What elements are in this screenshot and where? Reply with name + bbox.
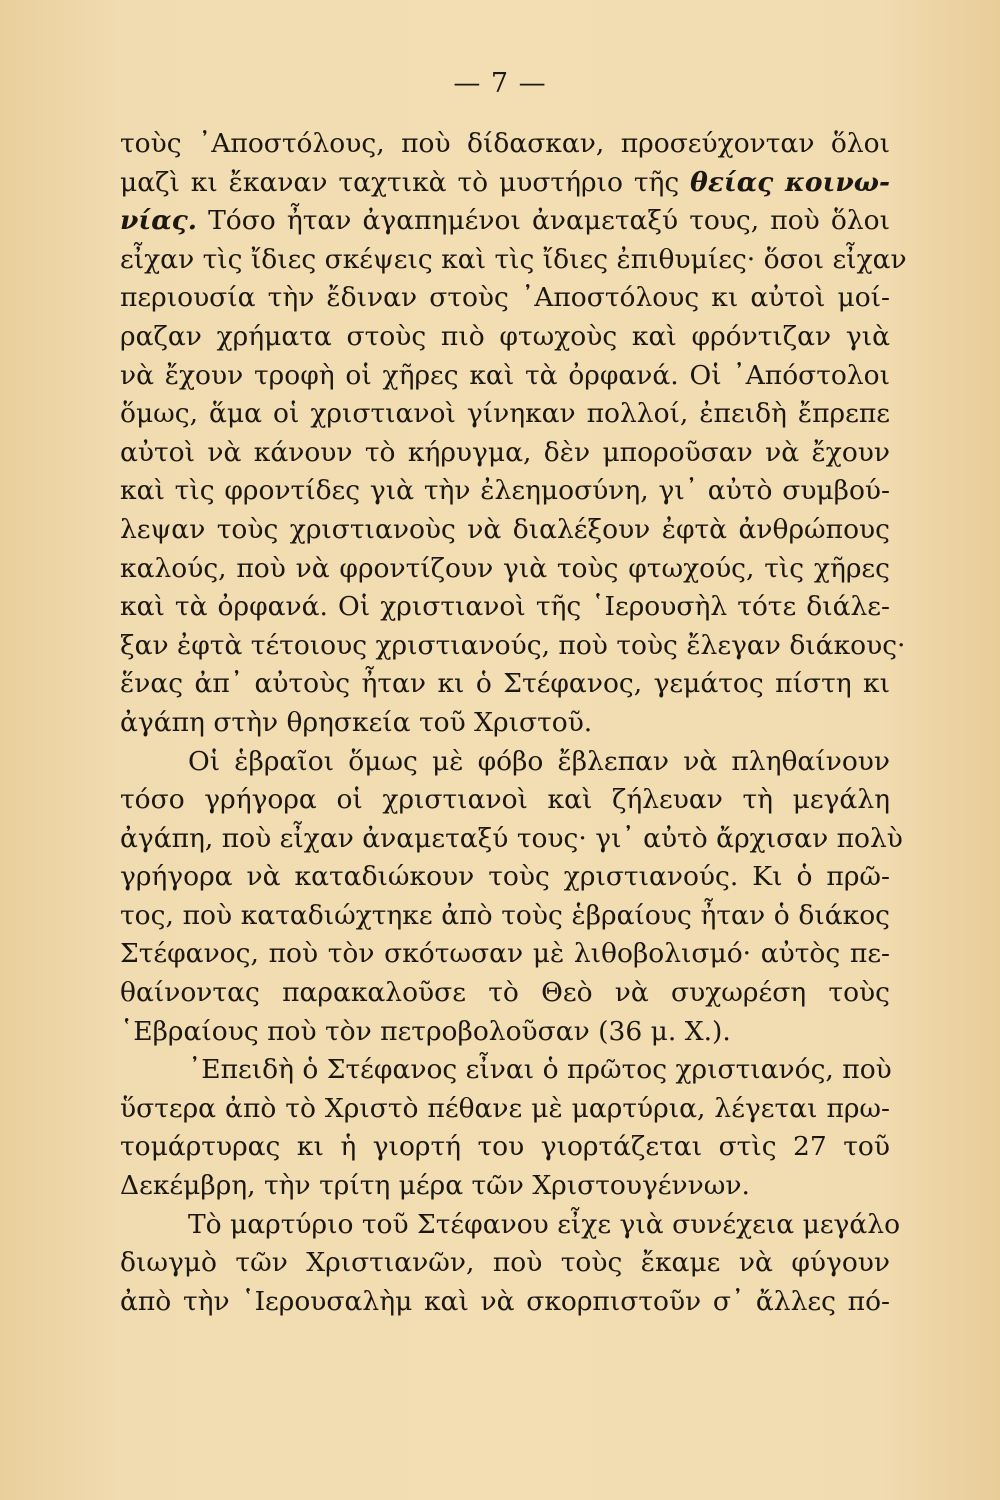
text-line: ξαν ἐφτὰ τέτοιους χριστιανούς, ποὺ τοὺς ἔλεγαν διάκους· — [120, 629, 906, 661]
text-line: τοὺς ᾿Αποστόλους, ποὺ δίδασκαν, προσεύχονταν ὅλοι — [120, 128, 890, 159]
emphasized-text: νίας. — [120, 205, 197, 237]
text-line: ἕνας ἀπ᾿ αὐτοὺς ἦταν κι ὁ Στέφανος, γεμάτος πίστη κι — [120, 668, 890, 700]
text-line: ῾Εβραίους ποὺ τὸν πετροβολοῦσαν (36 μ. Χ.). — [120, 1015, 731, 1047]
text-line: ᾿Επειδὴ ὁ Στέφανος εἶναι ὁ πρῶτος χριστιανός, ποὺ — [188, 1054, 892, 1086]
text-line: Οἱ ἑβραῖοι ὅμως μὲ φόβο ἔβλεπαν νὰ πληθαίνουν — [188, 745, 890, 777]
text-line: ἀπὸ τὴν ῾Ιερουσαλὴμ καὶ νὰ σκορπιστοῦν σ᾿ ἄλλες πό- — [120, 1285, 890, 1317]
text-line: καλούς, ποὺ νὰ φροντίζουν γιὰ τοὺς φτωχούς, τὶς χῆρες — [120, 552, 890, 584]
text-line: Δεκέμβρη, τὴν τρίτη μέρα τῶν Χριστουγέννων. — [120, 1170, 750, 1202]
text-line: εἶχαν τὶς ἴδιες σκέψεις καὶ τὶς ἴδιες ἐπιθυμίες· ὅσοι εἶχαν — [120, 243, 907, 275]
text-line: νίας. Τόσο ἦταν ἀγαπημένοι ἀναμεταξύ τους, ποὺ ὅλοι — [120, 205, 890, 237]
text-line: Στέφανος, ποὺ τὸν σκότωσαν μὲ λιθοβολισμό· αὐτὸς πε- — [120, 938, 890, 970]
text-line: λεψαν τοὺς χριστιανοὺς νὰ διαλέξουν ἐφτὰ ἀνθρώπους — [120, 513, 890, 545]
text-line: διωγμὸ τῶν Χριστιανῶν, ποὺ τοὺς ἔκαμε νὰ φύγουν — [120, 1247, 890, 1279]
text-line: ἀγάπη, ποὺ εἶχαν ἀναμεταξύ τους· γι᾿ αὐτὸ ἄρχισαν πολὺ — [120, 822, 903, 854]
text-line: τόσο γρήγορα οἱ χριστιανοὶ καὶ ζήλευαν τὴ μεγάλη — [120, 784, 890, 816]
text-line: ὅμως, ἅμα οἱ χριστιανοὶ γίνηκαν πολλοί, ἐπειδὴ ἔπρεπε — [120, 398, 890, 430]
text-line: ἀγάπη στὴν θρησκεία τοῦ Χριστοῦ. — [120, 706, 593, 738]
text-line: μαζὶ κι ἔκαναν ταχτικὰ τὸ μυστήριο τῆς θείας κοινω- — [120, 166, 890, 198]
text-line: καὶ τὶς φροντίδες γιὰ τὴν ἐλεημοσύνη, γι᾿ αὐτὸ συμβού- — [120, 475, 890, 507]
text-line: ραζαν χρήματα στοὺς πιὸ φτωχοὺς καὶ φρόντιζαν γιὰ — [120, 320, 890, 352]
text-line: περιουσία τὴν ἔδιναν στοὺς ᾿Αποστόλους κι αὐτοὶ μοί- — [120, 282, 890, 314]
emphasized-text: θείας κοινω- — [690, 166, 890, 198]
text-line: γρήγορα νὰ καταδιώκουν τοὺς χριστιανούς. Κι ὁ πρῶ- — [120, 861, 890, 893]
text-line: καὶ τὰ ὀρφανά. Οἱ χριστιανοὶ τῆς ῾Ιερουσὴλ τότε διάλε- — [120, 591, 890, 623]
text-line: νὰ ἔχουν τροφὴ οἱ χῆρες καὶ τὰ ὀρφανά. Οἱ ᾿Απόστολοι — [120, 359, 890, 391]
text-line: τος, ποὺ καταδιώχτηκε ἀπὸ τοὺς ἑβραίους ἦταν ὁ διάκος — [120, 899, 890, 931]
text-line: θαίνοντας παρακαλοῦσε τὸ Θεὸ νὰ συχωρέση τοὺς — [120, 977, 890, 1009]
text-line: αὐτοὶ νὰ κάνουν τὸ κήρυγμα, δὲν μποροῦσαν νὰ ἔχουν — [120, 436, 890, 468]
body-text — [120, 125, 907, 1321]
text-line: Τὸ μαρτύριο τοῦ Στέφανου εἶχε γιὰ συνέχεια μεγάλο — [188, 1208, 901, 1240]
page-number: — 7 — — [453, 68, 547, 99]
text-line: τομάρτυρας κι ἡ γιορτή του γιορτάζεται στὶς 27 τοῦ — [120, 1131, 890, 1163]
text-line: ὕστερα ἀπὸ τὸ Χριστὸ πέθανε μὲ μαρτύρια, λέγεται πρω- — [120, 1092, 890, 1124]
